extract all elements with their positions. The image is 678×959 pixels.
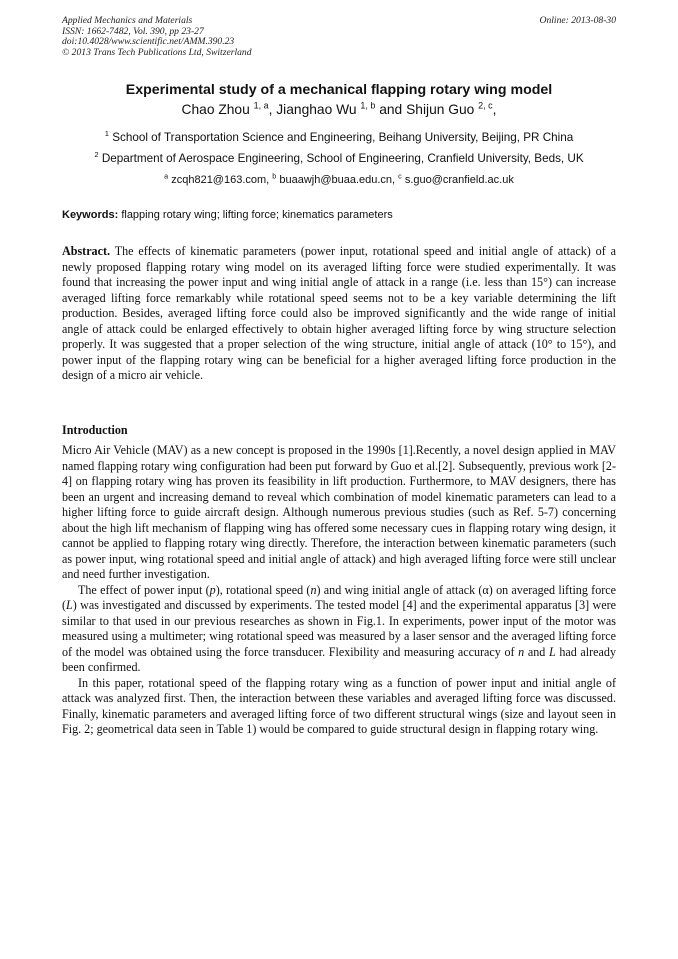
author-name: Jianghao Wu	[276, 102, 357, 117]
intro-paragraph-2	[62, 583, 616, 676]
abstract	[62, 244, 616, 384]
variable-L: L	[66, 598, 73, 612]
affiliation-text: Department of Aerospace Engineering, School of Engineering, Cranfield University, Beds, UK	[101, 152, 584, 165]
variable-L: L	[548, 644, 556, 659]
variable-p: p	[209, 582, 216, 597]
variable-n: n	[518, 644, 525, 659]
text-run: ) and wing initial angle of attack (α) on averaged lifting force (	[62, 582, 617, 612]
text-run: and	[524, 644, 549, 659]
author-name: Chao Zhou	[181, 102, 250, 117]
introduction-heading: Introduction	[62, 423, 128, 437]
email-sup: c	[398, 172, 402, 181]
keywords-text: flapping rotary wing; lifting force; kinematics parameters	[121, 209, 393, 221]
text-run: ) was investigated and discussed by experiments. The tested model [4] and the experimental apparatus [3] were similar to that used in our previous researches as shown in Fig.1. In experiments, power input of the motor was measured using a multimeter; wing rotational speed was measured by a laser sensor and the averaged lifting force of the model was obtained using the force transducer. Flexibility and measuring accuracy of	[62, 598, 616, 659]
author-sup: 1, a	[253, 100, 269, 111]
email-sup: b	[272, 172, 277, 181]
text-run: had already been confirmed.	[62, 644, 616, 674]
author-name: Shijun Guo	[406, 102, 475, 117]
affiliation-text: School of Transportation Science and Engineering, Beihang University, Beijing, PR China	[112, 131, 574, 144]
paper-title: Experimental study of a mechanical flapping rotary wing model	[125, 82, 553, 98]
email-list	[0, 174, 678, 186]
abstract-text: The effects of kinematic parameters (power input, rotational speed and initial angle of attack) of a newly proposed flapping rotary wing model on its averaged lifting force were studied experimentally. It was found that increasing the power input and wing initial angle of attack in a range (i.e. less than 15°) can increase averaged lifting force remarkably while rotational speed seems not to be a key variable determining the lift production. Besides, averaged lifting force could also be improved significantly and the wide range of initial angle of attack could be enlarged effectively to obtain higher averaged lifting force by wing structure selection properly. It was suggested that a proper selection of the wing structure, initial angle of attack (10° to 15°), and power input of the flapping rotary wing can be beneficial for a higher averaged lifting force production in the design of a micro air vehicle.	[62, 244, 616, 382]
variable-n: n	[310, 582, 317, 597]
page-header	[62, 16, 616, 58]
affiliation-sup: 1	[104, 129, 109, 139]
text-run: The effect of power input (	[78, 582, 210, 597]
intro-paragraph-1: Micro Air Vehicle (MAV) as a new concept is proposed in the 1990s [1].Recently, a novel design applied in MAV named flapping rotary wing configuration had been put forward by Guo et al.[2]. Subsequently, previous work [2-4] on flapping rotary wing has proven its feasibility in lift production. Furthermore, to MAV designers, there has been an urgent and increasing demand to reveal which combination of model kinematic parameters can lead to a higher lifting force to guide aircraft design. Although numerous previous studies (such as Ref. 5-7) concerning about the high lift mechanism of flapping wing has offered some necessary cues in flapping rotary wing design, it cannot be applied to flapping rotary wing directly. Therefore, the interaction between kinematic parameters (such as power input, wing rotational speed and initial angle of attack) and high averaged lifting force were still unclear and need further investigation.	[62, 443, 616, 581]
affiliation-1	[0, 131, 678, 144]
affiliation-sup: 2	[94, 150, 99, 160]
email-link[interactable]: zcqh821@163.com,	[171, 174, 270, 186]
email-link[interactable]: s.guo@cranfield.ac.uk	[404, 174, 514, 186]
author-separator: and	[375, 102, 407, 117]
keywords	[62, 209, 616, 221]
email-link[interactable]: buaawjh@buaa.edu.cn,	[279, 174, 396, 186]
text-run: ), rotational speed (	[215, 582, 311, 597]
author-sup: 2, c	[478, 100, 493, 111]
abstract-label: Abstract.	[62, 244, 111, 258]
affiliation-2	[0, 152, 678, 165]
author-sup: 1, b	[360, 100, 376, 111]
issn-line: ISSN: 1662-7482, Vol. 390, pp 23-27	[62, 25, 204, 37]
journal-name: Applied Mechanics and Materials	[62, 15, 193, 26]
author-separator: ,	[268, 102, 277, 117]
author-list	[0, 102, 678, 117]
keywords-label: Keywords:	[62, 209, 119, 221]
doi-line: doi:10.4028/www.scientific.net/AMM.390.23	[62, 36, 235, 48]
intro-paragraph-3: In this paper, rotational speed of the flapping rotary wing as a function of power input and initial angle of attack was analyzed first. Then, the interaction between these variables and averaged lifting force was discussed. Finally, kinematic parameters and averaged lifting force of two different structural wings (size and layout seen in Fig. 2; geometrical data seen in Table 1) would be compared to guide structural design in flapping rotary wing.	[62, 675, 616, 736]
author-separator: ,	[492, 102, 497, 117]
email-sup: a	[164, 172, 169, 181]
introduction-body	[62, 443, 616, 738]
online-date: Online: 2013-08-30	[539, 15, 616, 26]
copyright-line: © 2013 Trans Tech Publications Ltd, Switzerland	[62, 46, 252, 58]
